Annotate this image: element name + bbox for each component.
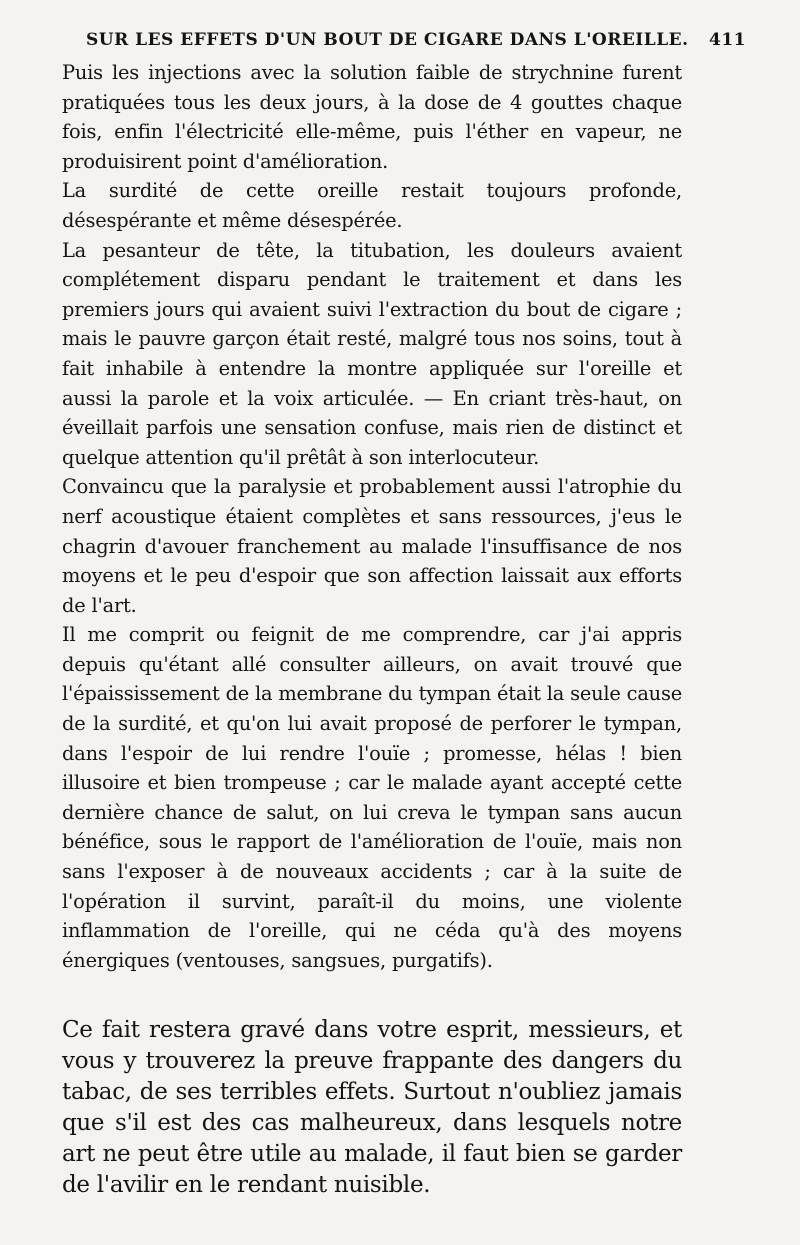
paragraph: Puis les injections avec la solution faible de strychnine furent pratiquées tous les deux jours, à la dose de 4 gouttes chaque fois, enfin l'électricité elle-même, puis l'éther en vapeur, ne produisirent point d'amélioration. — [62, 61, 682, 173]
page-number: 411 — [709, 30, 746, 50]
paragraph: La surdité de cette oreille restait toujours profonde, désespérante et même désespérée. — [62, 179, 682, 232]
paragraph: Convaincu que la paralysie et probablement aussi l'atrophie du nerf acoustique étaient complètes et sans ressources, j'eus le chagrin d'avouer franchement au malade l'insuffisance de nos moyens et le peu d'espoir que son affection laissait aux efforts de l'art. — [62, 475, 682, 617]
running-title: SUR LES EFFETS D'UN BOUT DE CIGARE DANS L'OREILLE. — [86, 30, 689, 50]
closing-paragraph — [62, 1015, 682, 1201]
running-header — [62, 30, 746, 50]
paragraph: Il me comprit ou feignit de me comprendre, car j'ai appris depuis qu'étant allé consulter ailleurs, on avait trouvé que l'épaississement de la membrane du tympan était la seule cause de la surdité, et qu'on lui avait proposé de perforer le tympan, dans l'espoir de lui rendre l'ouïe ; promesse, hélas ! bien illusoire et bien trompeuse ; car le malade ayant accepté cette dernière chance de salut, on lui creva le tympan sans aucun bénéfice, sous le rapport de l'amélioration de l'ouïe, mais non sans l'exposer à de nouveaux accidents ; car à la suite de l'opération il survint, paraît-il du moins, une violente inflammation de l'oreille, qui ne céda qu'à des moyens énergiques (ventouses, sangsues, purgatifs). — [62, 623, 682, 972]
body-text — [62, 58, 682, 975]
paragraph: La pesanteur de tête, la titubation, les douleurs avaient complétement disparu pendant le traitement et dans les premiers jours qui avaient suivi l'extraction du bout de cigare ; mais le pauvre garçon était resté, malgré tous nos soins, tout à fait inhabile à entendre la montre appliquée sur l'oreille et aussi la parole et la voix articulée. — En criant très-haut, on éveillait parfois une sensation confuse, mais rien de distinct et quelque attention qu'il prêtât à son interlocuteur. — [62, 238, 682, 469]
closing-text: Ce fait restera gravé dans votre esprit, messieurs, et vous y trouverez la preuve frappante des dangers du tabac, de ses terribles effets. Surtout n'oubliez jamais que s'il est des cas malheureux, dans lesquels notre art ne peut être utile au malade, il faut bien se garder de l'avilir en le rendant nuisible. — [62, 1017, 682, 1199]
